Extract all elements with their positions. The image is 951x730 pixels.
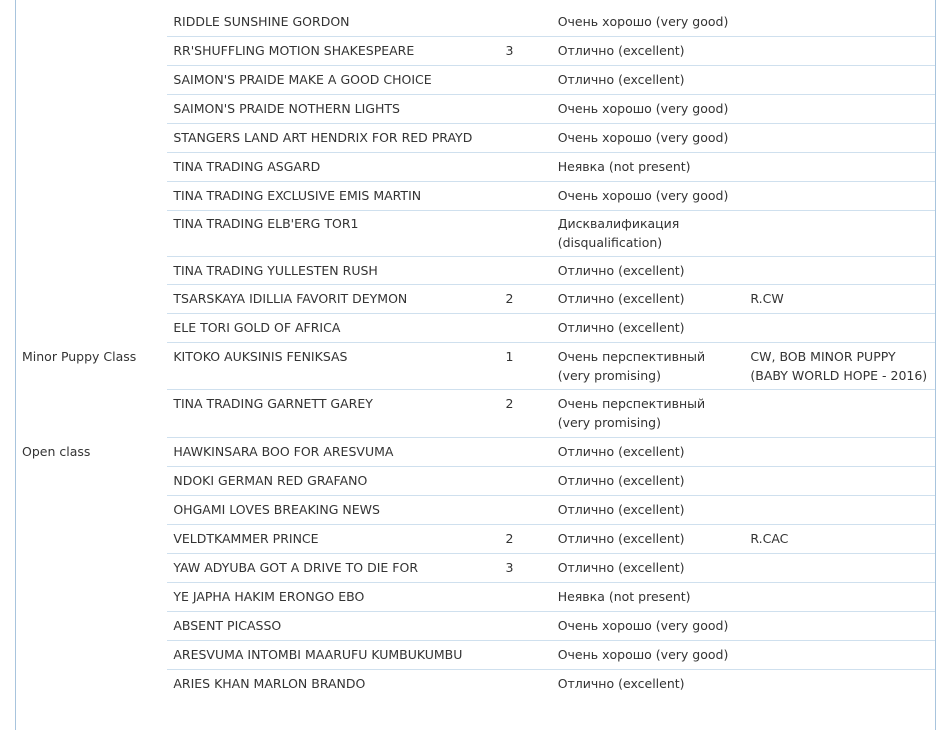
title-cell: [744, 583, 935, 612]
title-cell: [744, 438, 935, 467]
class-cell: [16, 670, 167, 699]
table-row: [16, 211, 935, 257]
grade-cell: Очень хорошо (very good): [552, 641, 745, 670]
grade-cell: Отлично (excellent): [552, 37, 745, 66]
class-cell: [16, 612, 167, 641]
class-cell: [16, 257, 167, 285]
title-cell: [744, 66, 935, 95]
grade-cell: Неявка (not present): [552, 583, 745, 612]
title-cell: [744, 612, 935, 641]
grade-cell: Отлично (excellent): [552, 66, 745, 95]
grade-cell: Отлично (excellent): [552, 554, 745, 583]
table-row: [16, 37, 935, 66]
table-row: [16, 343, 935, 390]
dog-name-cell: RIDDLE SUNSHINE GORDON: [173, 14, 350, 29]
table-row: [16, 95, 935, 124]
results-table: [16, 0, 935, 698]
place-cell: [499, 182, 551, 211]
grade-cell: Отлично (excellent): [552, 257, 745, 285]
place-cell: [499, 0, 551, 37]
table-row: [16, 641, 935, 670]
title-cell: R.CW: [744, 285, 935, 314]
place-cell: 2: [499, 525, 551, 554]
table-row: [16, 525, 935, 554]
table-row: [16, 670, 935, 699]
place-cell: [499, 124, 551, 153]
table-row: [16, 66, 935, 95]
dog-name-cell: TINA TRADING GARNETT GAREY: [167, 390, 499, 438]
class-cell: Open class: [22, 443, 91, 459]
dog-name-cell: TINA TRADING EXCLUSIVE EMIS MARTIN: [167, 182, 499, 211]
grade-cell: Дисквалификация (disqualification): [552, 211, 745, 257]
title-cell: [744, 182, 935, 211]
class-cell: [16, 390, 167, 438]
grade-cell: Очень хорошо (very good): [552, 612, 745, 641]
grade-cell: Отлично (excellent): [552, 314, 745, 343]
title-cell: [744, 211, 935, 257]
dog-name-cell: KITOKO AUKSINIS FENIKSAS: [167, 343, 499, 390]
dog-name-cell: VELDTKAMMER PRINCE: [167, 525, 499, 554]
dog-name-cell: OHGAMI LOVES BREAKING NEWS: [167, 496, 499, 525]
class-cell: [16, 496, 167, 525]
class-cell: Minor Puppy Class: [22, 348, 137, 364]
place-cell: 2: [499, 285, 551, 314]
dog-name-cell: STANGERS LAND ART HENDRIX FOR RED PRAYD: [167, 124, 499, 153]
title-cell: [744, 153, 935, 182]
grade-cell: Отлично (excellent): [552, 285, 745, 314]
title-cell: [744, 0, 935, 37]
class-cell: [16, 124, 167, 153]
dog-name-cell: NDOKI GERMAN RED GRAFANO: [167, 467, 499, 496]
table-row: [16, 612, 935, 641]
title-cell: CW, BOB MINOR PUPPY (BABY WORLD HOPE - 2016): [744, 343, 935, 390]
title-cell: [744, 670, 935, 699]
grade-cell: Очень перспективный (very promising): [552, 390, 745, 438]
place-cell: [499, 612, 551, 641]
dog-name-cell: ELE TORI GOLD OF AFRICA: [167, 314, 499, 343]
dog-name-cell: TINA TRADING YULLESTEN RUSH: [167, 257, 499, 285]
place-cell: [499, 670, 551, 699]
table-row: [16, 438, 935, 467]
place-cell: 2: [499, 390, 551, 438]
class-cell: [16, 583, 167, 612]
class-cell: [16, 467, 167, 496]
class-cell: [16, 182, 167, 211]
table-row: [16, 496, 935, 525]
table-row: [16, 257, 935, 285]
grade-cell: Очень хорошо (very good): [557, 14, 729, 29]
class-cell: [16, 95, 167, 124]
place-cell: [499, 211, 551, 257]
title-cell: [744, 95, 935, 124]
table-row: [16, 554, 935, 583]
place-cell: [499, 641, 551, 670]
grade-cell: Отлично (excellent): [552, 525, 745, 554]
grade-cell: Неявка (not present): [552, 153, 745, 182]
dog-name-cell: TINA TRADING ASGARD: [167, 153, 499, 182]
place-cell: 3: [499, 37, 551, 66]
place-cell: [499, 66, 551, 95]
grade-cell: Очень хорошо (very good): [552, 95, 745, 124]
table-right-border: [935, 0, 936, 730]
grade-cell: Очень хорошо (very good): [552, 124, 745, 153]
class-cell: [16, 37, 167, 66]
dog-name-cell: RR'SHUFFLING MOTION SHAKESPEARE: [167, 37, 499, 66]
dog-name-cell: ARIES KHAN MARLON BRANDO: [167, 670, 499, 699]
place-cell: [499, 95, 551, 124]
class-cell: [16, 211, 167, 257]
dog-name-cell: SAIMON'S PRAIDE NOTHERN LIGHTS: [167, 95, 499, 124]
table-row: [16, 182, 935, 211]
place-cell: 3: [499, 554, 551, 583]
dog-name-cell: ARESVUMA INTOMBI MAARUFU KUMBUKUMBU: [167, 641, 499, 670]
grade-cell: Отлично (excellent): [552, 467, 745, 496]
place-cell: [499, 314, 551, 343]
dog-name-cell: SAIMON'S PRAIDE MAKE A GOOD CHOICE: [167, 66, 499, 95]
class-cell: [16, 525, 167, 554]
table-row: [16, 314, 935, 343]
table-row: [16, 0, 935, 37]
table-row: [16, 583, 935, 612]
class-cell: [16, 153, 167, 182]
class-cell: [16, 0, 167, 37]
dog-name-cell: YAW ADYUBA GOT A DRIVE TO DIE FOR: [167, 554, 499, 583]
table-row: [16, 390, 935, 438]
table-row: [16, 285, 935, 314]
place-cell: [499, 496, 551, 525]
class-cell: [16, 285, 167, 314]
dog-name-cell: ABSENT PICASSO: [167, 612, 499, 641]
title-cell: [744, 257, 935, 285]
class-cell: [16, 554, 167, 583]
place-cell: 1: [499, 343, 551, 390]
grade-cell: Отлично (excellent): [552, 438, 745, 467]
table-row: [16, 124, 935, 153]
class-cell: [16, 641, 167, 670]
title-cell: [744, 496, 935, 525]
place-cell: [499, 257, 551, 285]
dog-name-cell: TINA TRADING ELB'ERG TOR1: [167, 211, 499, 257]
place-cell: [499, 438, 551, 467]
grade-cell: Очень хорошо (very good): [552, 182, 745, 211]
title-cell: [744, 467, 935, 496]
grade-cell: Отлично (excellent): [552, 670, 745, 699]
table-row: [16, 467, 935, 496]
title-cell: [744, 390, 935, 438]
grade-cell: Отлично (excellent): [552, 496, 745, 525]
place-cell: [499, 153, 551, 182]
title-cell: [744, 124, 935, 153]
title-cell: R.CAC: [744, 525, 935, 554]
title-cell: [744, 37, 935, 66]
class-cell: [16, 314, 167, 343]
dog-name-cell: YE JAPHA HAKIM ERONGO EBO: [167, 583, 499, 612]
title-cell: [744, 554, 935, 583]
table-row: [16, 153, 935, 182]
grade-cell: Очень перспективный (very promising): [552, 343, 745, 390]
title-cell: [744, 641, 935, 670]
place-cell: [499, 467, 551, 496]
results-table-body: [16, 0, 935, 698]
dog-name-cell: HAWKINSARA BOO FOR ARESVUMA: [167, 438, 499, 467]
class-cell: [16, 66, 167, 95]
title-cell: [744, 314, 935, 343]
place-cell: [499, 583, 551, 612]
dog-name-cell: TSARSKAYA IDILLIA FAVORIT DEYMON: [167, 285, 499, 314]
